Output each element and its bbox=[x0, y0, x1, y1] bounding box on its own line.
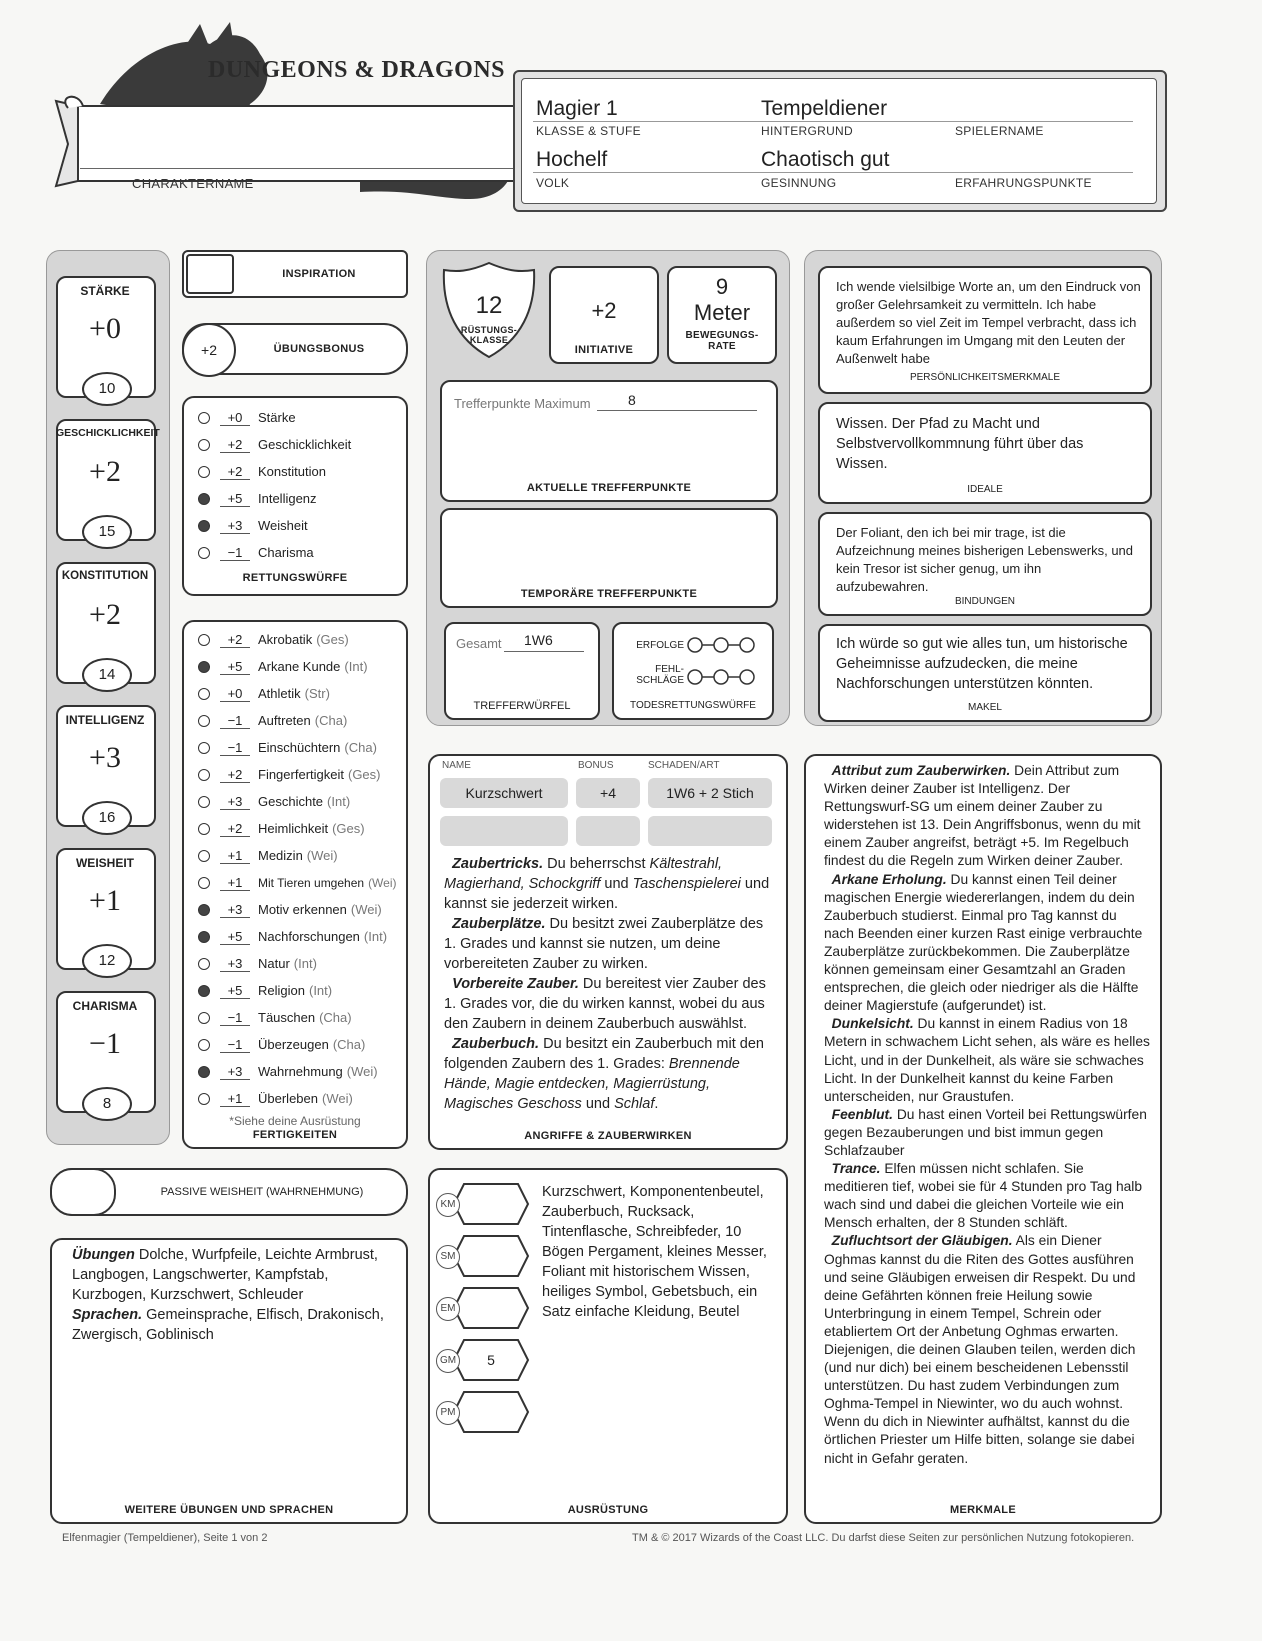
coin-abbr: EM bbox=[436, 1297, 460, 1321]
proficiency-dot[interactable] bbox=[198, 439, 210, 451]
ability-modifier[interactable]: +1 bbox=[89, 884, 121, 917]
features-label: MERKMALE bbox=[950, 1504, 1016, 1516]
traits-label: PERSÖNLICHKEITSMERKMALE bbox=[909, 372, 1061, 383]
ability-name: INTELLIGENZ bbox=[65, 713, 145, 727]
attack-col-bonus: BONUS bbox=[578, 760, 614, 771]
saving-throw-row[interactable]: −1 Charisma bbox=[198, 539, 314, 566]
saving-throw-row[interactable]: +2 Geschicklichkeit bbox=[198, 431, 351, 458]
equipment-text[interactable]: Kurzschwert, Komponentenbeutel, Zauberbuch, Rucksack, Tintenflasche, Schreibfeder, 10 Bögen Pergament, kleines Messer, Foliant mit historischem Wissen, heiliges Symbol, Gebetsbuch, ein Satz einfache Kleidung, Beutel bbox=[542, 1184, 767, 1320]
attack-col-name: NAME bbox=[442, 760, 471, 771]
ability-modifier[interactable]: −1 bbox=[89, 1027, 121, 1060]
inspiration-label: INSPIRATION bbox=[282, 268, 356, 280]
skills-box bbox=[182, 620, 408, 1149]
proficiency-dot[interactable] bbox=[198, 958, 210, 970]
current-hp-box[interactable] bbox=[440, 380, 778, 502]
character-name-ribbon bbox=[48, 86, 568, 196]
proficiency-box bbox=[182, 323, 408, 375]
proficiency-dot[interactable] bbox=[198, 520, 210, 532]
skill-row[interactable]: −1 Überzeugen (Cha) bbox=[198, 1031, 365, 1058]
features-text[interactable]: Attribut zum Zauberwirken. Dein Attribut zum Wirken deiner Zauber ist Intelligenz. Der Rettungswurf-SG um einem deiner Zauber zu widerstehen ist 13. Dein Angriffsbonus, wenn du mit einem Zauber angreifst, beträgt +5. Im Regelbuch findest du die Regeln zum Wirken deiner Zauber. Arkane Erholung. Du kannst einen Teil deiner magischen Energie wiedererlangen, indem du dein Zauberbuch studierst. Einmal pro Tag kannst du nach Beenden einer kurzen Rast einige verbrauchte Zauberplätze zurückbekommen. Die Zauberplätze können gemeinsam einer Gesamtzahl an Graden entsprechen, die gleich oder niedriger als die Hälfte deiner Magierstufe (aufgerundet) ist. Dunkelsicht. Du kannst in einem Radius von 18 Metern in schwachem Licht sehen, als wäre es helles Licht, und in der Dunkelheit, als wäre sie schwaches Licht. In der Dunkelheit kannst du keine Farben unterscheiden, nur Graustufen. Feenblut. Du hast einen Vorteil bei Rettungswürfen gegen Bezauberungen und bist immun gegen Schlafzauber Trance. Elfen müssen nicht schlafen. Sie meditieren tief, wobei sie für 4 Stunden pro Tag halb wach sind und dabei die gleichen Vorteile wie ein Mensch erhalten, der 8 Stunden schläft. Zufluchtsort der Gläubigen. Als ein Diener Oghmas kannst du die Riten des Gottes ausführen und seine Gläubigen erweisen dir Respekt. Du und deine Gefährten können freie Heilung sowie Unterbringung in einem Tempel, Schrein oder etabliertem Ort der Anbetung Oghmas erwarten. Diejenigen, die deinen Glauben teilen, werden dich (und nur dich) bei einem bescheidenen Lebensstil unterstützen. Du hast zudem Verbindungen zum Oghma-Tempel in Niewinter, wo du auch wohnst. Wenn du dich in Niewinter aufhältst, kannst du die örtlichen Priester um Hilfe bitten, solange sie dabei nicht in Gefahr geraten. bbox=[824, 763, 1150, 1466]
ability-score[interactable]: 14 bbox=[82, 658, 132, 692]
skill-row[interactable]: +5 Nachforschungen (Int) bbox=[198, 923, 387, 950]
flaws-label: MAKEL bbox=[968, 702, 1002, 713]
proficiency-dot[interactable] bbox=[198, 823, 210, 835]
spellcasting-text[interactable]: Zaubertricks. Du beherrschst Kältestrahl, Magierhand, Schockgriff und Taschenspielerei und kannst sie jederzeit wirken. Zauberplätze. Du besitzt zwei Zauberplätze des 1. Grades und kannst sie nutzen, um deine vorbereiteten Zauber zu wirken. Vorbereite Zauber. Du bereitest vier Zauber des 1. Grades vor, die du wirken kannst, wobei du aus den Zaubern in deinem Zauberbuch auswählst. Zauberbuch. Du besitzt ein Zauberbuch mit den folgenden Zaubern des 1. Grades: Brennende Hände, Magie entdecken, Magierrüstung, Magisches Geschoss und Schlaf. bbox=[444, 856, 770, 1112]
character-name-field[interactable] bbox=[80, 168, 550, 169]
class-level-value[interactable]: Magier 1 bbox=[536, 97, 618, 120]
hp-max-label: Trefferpunkte Maximum bbox=[454, 396, 591, 411]
attacks-label: ANGRIFFE & ZAUBERWIRKEN bbox=[524, 1130, 692, 1142]
armor-class-label: RÜSTUNGS-KLASSE bbox=[460, 325, 518, 345]
proficiency-dot[interactable] bbox=[198, 634, 210, 646]
hit-dice-box[interactable] bbox=[444, 622, 600, 720]
ability-score[interactable]: 12 bbox=[82, 944, 132, 978]
race-value[interactable]: Hochelf bbox=[536, 148, 608, 171]
player-name-label: SPIELERNAME bbox=[955, 124, 1044, 138]
traits-box[interactable] bbox=[818, 266, 1152, 394]
skill-row[interactable]: +5 Arkane Kunde (Int) bbox=[198, 653, 368, 680]
proficiency-dot[interactable] bbox=[198, 1039, 210, 1051]
inspiration-checkbox[interactable] bbox=[186, 254, 234, 294]
bonds-box[interactable] bbox=[818, 512, 1152, 616]
proficiency-value[interactable]: +2 bbox=[182, 323, 236, 377]
speed-label: BEWEGUNGS-RATE bbox=[685, 330, 759, 352]
ability-name: WEISHEIT bbox=[75, 856, 134, 870]
attack-bonus-empty[interactable] bbox=[576, 816, 640, 846]
death-saves-label: TODESRETTUNGSWÜRFE bbox=[630, 700, 756, 711]
saving-throws-box bbox=[182, 396, 408, 596]
ability-score[interactable]: 8 bbox=[82, 1087, 132, 1121]
saving-throw-row[interactable]: +3 Weisheit bbox=[198, 512, 308, 539]
footer-right: TM & © 2017 Wizards of the Coast LLC. Du darfst diese Seiten zur persönlichen Nutzung fotokopieren. bbox=[632, 1532, 1135, 1544]
coin-hexagon-icon bbox=[452, 1390, 530, 1434]
hit-dice-total-value[interactable]: 1W6 bbox=[524, 632, 553, 648]
initiative-box bbox=[549, 266, 659, 364]
ideals-text[interactable]: Wissen. Der Pfad zu Macht und Selbstvervollkommnung führt über das Wissen. bbox=[836, 416, 1084, 472]
coin-hexagon-icon bbox=[452, 1286, 530, 1330]
speed-box bbox=[667, 266, 777, 364]
ideals-box[interactable] bbox=[818, 402, 1152, 504]
speed-unit: Meter bbox=[693, 300, 751, 325]
ability-modifier[interactable]: +2 bbox=[89, 455, 121, 488]
skill-row[interactable]: +1 Medizin (Wei) bbox=[198, 842, 338, 869]
skill-row[interactable]: +1 Überleben (Wei) bbox=[198, 1085, 353, 1112]
proficiency-dot[interactable] bbox=[198, 1066, 210, 1078]
death-saves-box bbox=[612, 622, 774, 720]
proficiency-dot[interactable] bbox=[198, 1093, 210, 1105]
passive-wisdom-value[interactable] bbox=[50, 1168, 116, 1216]
passive-wisdom-label: PASSIVE WEISHEIT (WAHRNEHMUNG) bbox=[160, 1186, 364, 1198]
hit-dice-label: TREFFERWÜRFEL bbox=[473, 700, 571, 712]
footer-left: Elfenmagier (Tempeldiener), Seite 1 von 2 bbox=[62, 1532, 268, 1544]
saving-throw-row[interactable]: +0 Stärke bbox=[198, 404, 296, 431]
skill-row[interactable]: +2 Fingerfertigkeit (Ges) bbox=[198, 761, 380, 788]
ability-name: KONSTITUTION bbox=[61, 570, 149, 582]
proficiency-dot[interactable] bbox=[198, 547, 210, 559]
proficiencies-text[interactable]: Übungen Dolche, Wurfpfeile, Leichte Armbrust, Langbogen, Langschwerter, Kampfstab, Kurzbogen, Kurzschwert, Schleuder Sprachen. Gemeinsprache, Elfisch, Drakonisch, Zwergisch, Goblinisch bbox=[72, 1247, 384, 1343]
ability-name: GESCHICKLICHKEIT bbox=[56, 427, 160, 439]
attack-bonus[interactable]: +4 bbox=[576, 778, 640, 808]
skill-row[interactable]: +3 Wahrnehmung (Wei) bbox=[198, 1058, 378, 1085]
ability-constitution bbox=[56, 562, 154, 692]
ability-charisma bbox=[56, 991, 154, 1121]
flaws-box[interactable] bbox=[818, 624, 1152, 722]
character-name-label: CHARAKTERNAME bbox=[132, 176, 254, 191]
xp-label: ERFAHRUNGSPUNKTE bbox=[955, 176, 1092, 190]
coin-hexagon-icon bbox=[452, 1234, 530, 1278]
proficiency-dot[interactable] bbox=[198, 769, 210, 781]
armor-class-value[interactable]: 12 bbox=[475, 292, 503, 319]
race-label: VOLK bbox=[536, 176, 570, 190]
coin-abbr: PM bbox=[436, 1401, 460, 1425]
coin-column bbox=[430, 1182, 536, 1442]
current-hp-label: AKTUELLE TREFFERPUNKTE bbox=[526, 482, 692, 494]
info-row-1-line bbox=[533, 121, 1133, 122]
ability-modifier[interactable]: +0 bbox=[89, 312, 121, 345]
skill-row[interactable]: −1 Auftreten (Cha) bbox=[198, 707, 347, 734]
equipment-label: AUSRÜSTUNG bbox=[567, 1504, 649, 1516]
logo-text: DUNGEONS & DRAGONS bbox=[208, 57, 506, 83]
death-fail-label: FEHL-SCHLÄGE bbox=[636, 664, 684, 686]
initiative-label: INITIATIVE bbox=[574, 344, 634, 356]
attacks-box bbox=[428, 754, 788, 1150]
ability-modifier[interactable]: +3 bbox=[89, 741, 121, 774]
death-success-label: ERFOLGE bbox=[636, 640, 684, 651]
skill-row[interactable]: −1 Einschüchtern (Cha) bbox=[198, 734, 377, 761]
attack-col-damage: SCHADEN/ART bbox=[648, 760, 720, 771]
equipment-box bbox=[428, 1168, 788, 1524]
background-label: HINTERGRUND bbox=[761, 124, 853, 138]
proficiency-dot[interactable] bbox=[198, 796, 210, 808]
proficiency-dot[interactable] bbox=[198, 412, 210, 424]
info-row-2-line bbox=[533, 172, 1133, 173]
proficiency-dot[interactable] bbox=[198, 493, 210, 505]
attack-name[interactable]: Kurzschwert bbox=[440, 778, 568, 808]
skills-note: *Siehe deine Ausrüstung bbox=[229, 1114, 361, 1128]
coin-abbr: GM bbox=[436, 1349, 460, 1373]
saving-throw-row[interactable]: +5 Intelligenz bbox=[198, 485, 317, 512]
proficiency-dot[interactable] bbox=[198, 985, 210, 997]
alignment-value[interactable]: Chaotisch gut bbox=[761, 148, 890, 171]
traits-text[interactable]: Ich wende vielsilbige Worte an, um den Eindruck von großer Gelehrsamkeit zu vermitteln. Ich habe außerdem so viel Zeit im Tempel verbracht, dass ich kaum Erfahrungen im Umgang mit den Leuten der Außenwelt habe bbox=[836, 279, 1141, 366]
flaws-text[interactable]: Ich würde so gut wie alles tun, um historische Geheimnisse aufzudecken, die meine Nachforschungen unterstützen könnten. bbox=[836, 636, 1128, 692]
skill-row[interactable]: +2 Akrobatik (Ges) bbox=[198, 626, 349, 653]
features-box bbox=[804, 754, 1162, 1524]
hit-dice-total-label: Gesamt bbox=[456, 636, 502, 651]
proficiency-dot[interactable] bbox=[198, 466, 210, 478]
bonds-text[interactable]: Der Foliant, den ich bei mir trage, ist die Aufzeichnung meines bisherigen Lebenswerks, und kein Tresor ist sicher genug, um ihn aufzubewahren. bbox=[836, 525, 1134, 594]
ability-score[interactable]: 16 bbox=[82, 801, 132, 835]
skill-row[interactable]: −1 Täuschen (Cha) bbox=[198, 1004, 352, 1031]
proficiencies-label: WEITERE ÜBUNGEN UND SPRACHEN bbox=[124, 1504, 334, 1516]
ideals-label: IDEALE bbox=[967, 484, 1003, 495]
proficiencies-languages-box bbox=[50, 1238, 408, 1524]
saving-throw-row[interactable]: +2 Konstitution bbox=[198, 458, 326, 485]
skill-row[interactable]: +2 Heimlichkeit (Ges) bbox=[198, 815, 365, 842]
ability-name: CHARISMA bbox=[72, 999, 138, 1013]
proficiency-dot[interactable] bbox=[198, 688, 210, 700]
proficiency-dot[interactable] bbox=[198, 904, 210, 916]
ability-score[interactable]: 15 bbox=[82, 515, 132, 549]
ability-modifier[interactable]: +2 bbox=[89, 598, 121, 631]
passive-wisdom-box bbox=[50, 1168, 408, 1216]
attack-name-empty[interactable] bbox=[440, 816, 568, 846]
proficiency-dot[interactable] bbox=[198, 1012, 210, 1024]
proficiency-dot[interactable] bbox=[198, 715, 210, 727]
temp-hp-label: TEMPORÄRE TREFFERPUNKTE bbox=[520, 588, 698, 600]
proficiency-dot[interactable] bbox=[198, 850, 210, 862]
ability-wisdom bbox=[56, 848, 154, 978]
skill-row[interactable]: +3 Geschichte (Int) bbox=[198, 788, 350, 815]
skill-row[interactable]: +3 Motiv erkennen (Wei) bbox=[198, 896, 382, 923]
skill-row[interactable]: +0 Athletik (Str) bbox=[198, 680, 330, 707]
coin-abbr: SM bbox=[436, 1245, 460, 1269]
background-value[interactable]: Tempeldiener bbox=[761, 97, 888, 120]
skill-row[interactable]: +5 Religion (Int) bbox=[198, 977, 332, 1004]
hp-max-line bbox=[597, 410, 757, 411]
ability-dexterity bbox=[56, 419, 160, 549]
proficiency-label: ÜBUNGSBONUS bbox=[273, 343, 365, 355]
ability-strength bbox=[56, 276, 154, 406]
class-level-label: KLASSE & STUFE bbox=[536, 124, 641, 138]
ability-score[interactable]: 10 bbox=[82, 372, 132, 406]
alignment-label: GESINNUNG bbox=[761, 176, 837, 190]
skill-row[interactable]: +3 Natur (Int) bbox=[198, 950, 317, 977]
hit-dice-total-line bbox=[504, 651, 584, 652]
info-panel bbox=[513, 70, 1167, 212]
proficiency-dot[interactable] bbox=[198, 661, 210, 673]
inspiration-box bbox=[182, 250, 408, 298]
bonds-label: BINDUNGEN bbox=[954, 596, 1015, 607]
temp-hp-box[interactable] bbox=[440, 508, 778, 608]
saving-throws-label: RETTUNGSWÜRFE bbox=[242, 572, 348, 584]
coin-hexagon-icon bbox=[452, 1182, 530, 1226]
ability-name: STÄRKE bbox=[80, 284, 130, 298]
skills-label: FERTIGKEITEN bbox=[252, 1129, 338, 1141]
speed-value[interactable]: 9 bbox=[715, 274, 729, 299]
coin-value[interactable]: 5 bbox=[487, 1352, 495, 1368]
death-success-checkboxes[interactable] bbox=[686, 636, 756, 654]
proficiency-dot[interactable] bbox=[198, 877, 210, 889]
coin-abbr: KM bbox=[436, 1193, 460, 1217]
attack-damage-empty[interactable] bbox=[648, 816, 772, 846]
hp-max-value[interactable]: 8 bbox=[628, 392, 636, 408]
skill-row[interactable]: +1 Mit Tieren umgehen (Wei) bbox=[198, 869, 397, 896]
attack-damage[interactable]: 1W6 + 2 Stich bbox=[648, 778, 772, 808]
death-fail-checkboxes[interactable] bbox=[686, 668, 756, 686]
proficiency-dot[interactable] bbox=[198, 931, 210, 943]
ability-intelligence bbox=[56, 705, 154, 835]
proficiency-dot[interactable] bbox=[198, 742, 210, 754]
initiative-value[interactable]: +2 bbox=[591, 298, 617, 323]
